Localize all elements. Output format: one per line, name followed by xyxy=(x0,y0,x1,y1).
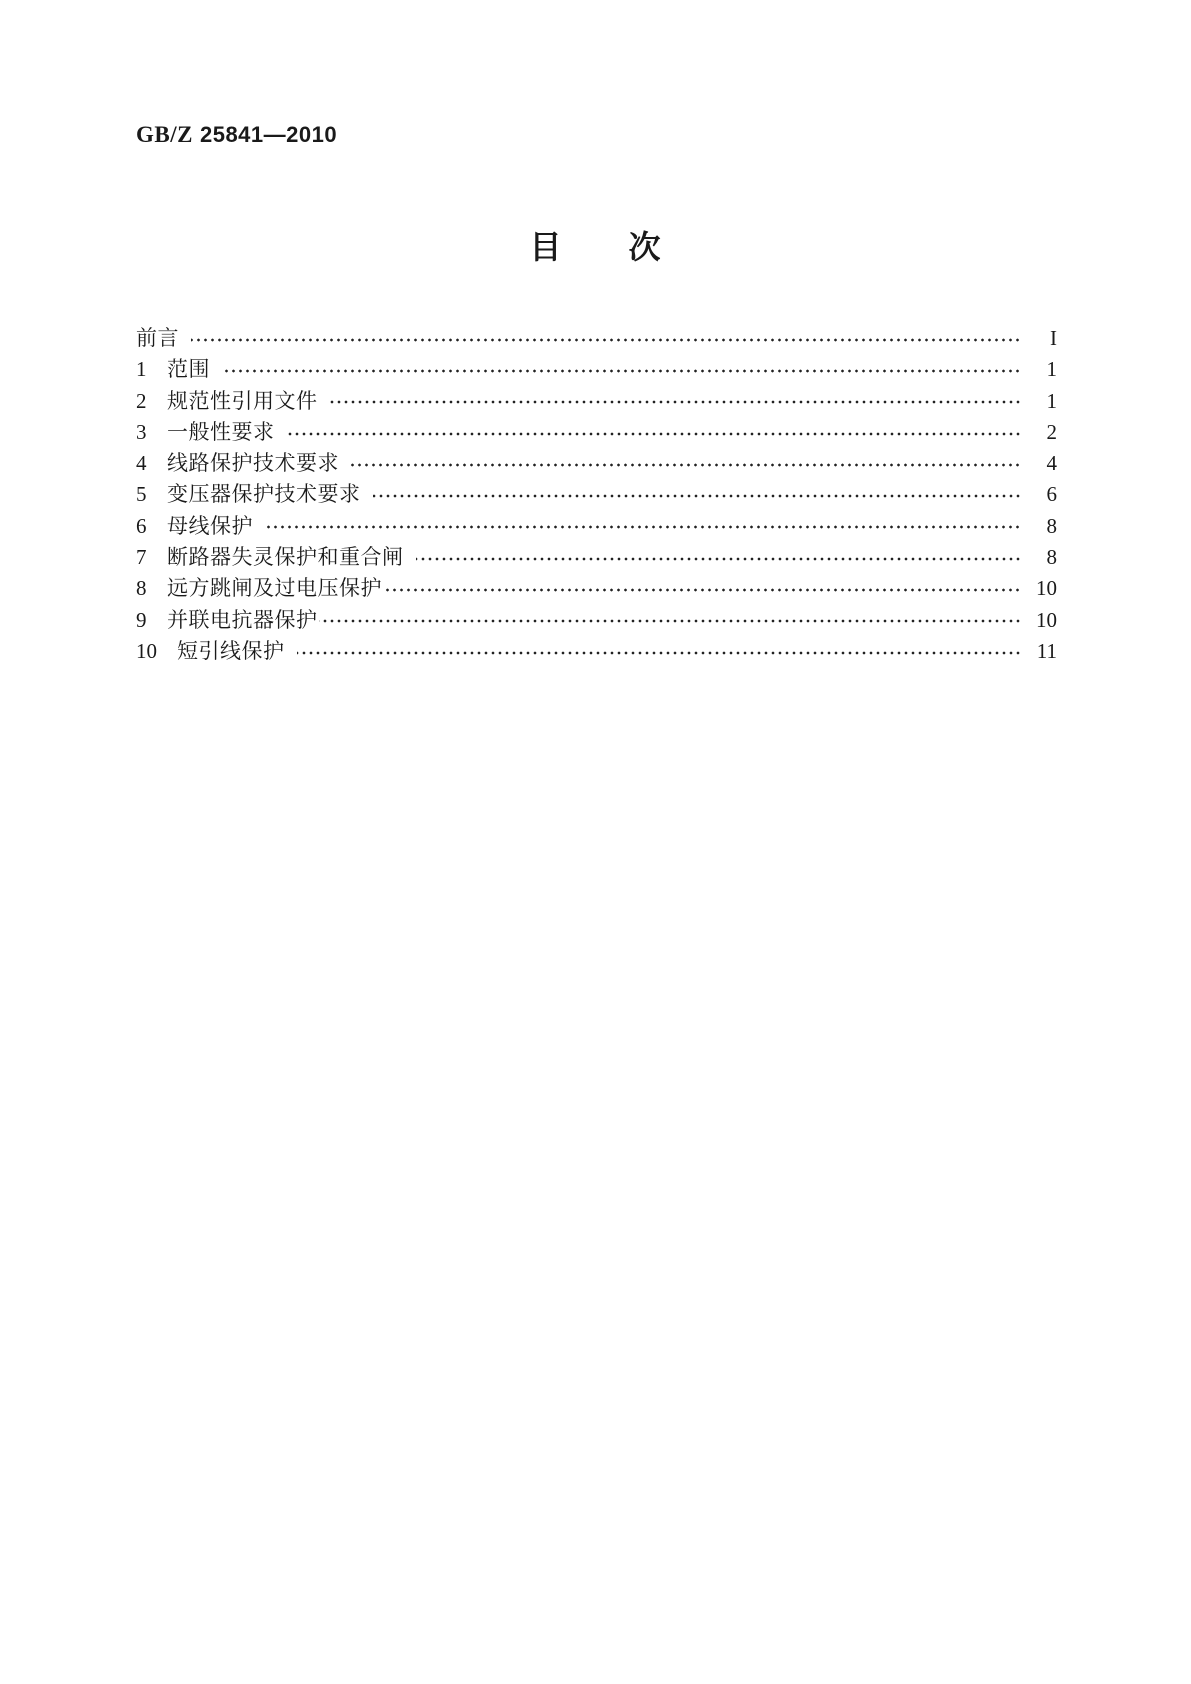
dot-leader-line xyxy=(222,369,1021,373)
toc-entry-page-number: 1 xyxy=(1046,357,1057,382)
toc-entry-number: 5 xyxy=(136,482,147,507)
toc-list xyxy=(136,323,1057,667)
toc-entry-page-number: 10 xyxy=(1036,607,1057,632)
toc-entry-title: 断路器失灵保护和重合闸 xyxy=(167,545,404,570)
dot-leader-line xyxy=(297,651,1022,655)
standard-code-number: 25841—2010 xyxy=(199,122,338,147)
dot-leader-line xyxy=(191,338,1021,342)
dot-leader-line xyxy=(351,463,1021,467)
toc-entry-title: 范围 xyxy=(167,357,210,382)
toc-entry-number: 3 xyxy=(136,419,147,444)
toc-entry-page-number: 4 xyxy=(1046,451,1057,476)
toc-entry-number: 4 xyxy=(136,451,147,476)
toc-entry-number: 6 xyxy=(136,513,147,538)
toc-entry-title: 短引线保护 xyxy=(177,638,285,663)
toc-entry-number: 9 xyxy=(136,607,147,632)
toc-entry-page-number: 10 xyxy=(1036,576,1057,601)
standard-code-prefix: GB/Z xyxy=(136,122,193,147)
toc-entry-number: 2 xyxy=(136,388,147,413)
toc-entry-title: 前言 xyxy=(136,326,179,350)
dot-leader-line xyxy=(383,588,1021,592)
standard-code xyxy=(136,122,337,148)
toc-entry-title: 远方跳闸及过电压保护 xyxy=(167,576,382,601)
toc-entry-title: 线路保护技术要求 xyxy=(167,451,339,476)
toc-entry-title: 母线保护 xyxy=(167,513,253,538)
toc-entry-number: 10 xyxy=(136,638,157,663)
toc-entry-page-number: 2 xyxy=(1046,419,1057,444)
toc-page-title: 目 次 xyxy=(529,229,662,265)
toc-entry-page-number: 8 xyxy=(1046,513,1057,538)
toc-entry xyxy=(136,448,1057,479)
toc-entry xyxy=(136,354,1057,385)
toc-entry-number: 7 xyxy=(136,545,147,570)
dot-leader-line xyxy=(265,525,1021,529)
toc-entry-page-number: 8 xyxy=(1046,545,1057,570)
toc-entry-title: 变压器保护技术要求 xyxy=(167,482,361,507)
toc-entry-number: 8 xyxy=(136,576,147,601)
dot-leader-line xyxy=(373,494,1022,498)
toc-entry-page-number: I xyxy=(1050,326,1057,350)
dot-leader-line xyxy=(330,400,1022,404)
toc-entry xyxy=(136,323,1057,354)
toc-entry-page-number: 6 xyxy=(1046,482,1057,507)
toc-entry xyxy=(136,636,1057,667)
toc-entry-title: 一般性要求 xyxy=(167,419,275,444)
dot-leader-line xyxy=(416,557,1022,561)
toc-entry xyxy=(136,605,1057,636)
toc-entry xyxy=(136,542,1057,573)
toc-entry xyxy=(136,386,1057,417)
toc-entry xyxy=(136,511,1057,542)
dot-leader-line xyxy=(319,619,1022,623)
toc-entry xyxy=(136,417,1057,448)
toc-entry-page-number: 1 xyxy=(1046,388,1057,413)
toc-entry-title: 规范性引用文件 xyxy=(167,388,318,413)
toc-entry-page-number: 11 xyxy=(1036,638,1057,663)
dot-leader-line xyxy=(287,432,1022,436)
toc-entry xyxy=(136,573,1057,604)
toc-entry-title: 并联电抗器保护 xyxy=(167,607,318,632)
toc-entry-number: 1 xyxy=(136,357,147,382)
toc-entry xyxy=(136,479,1057,510)
